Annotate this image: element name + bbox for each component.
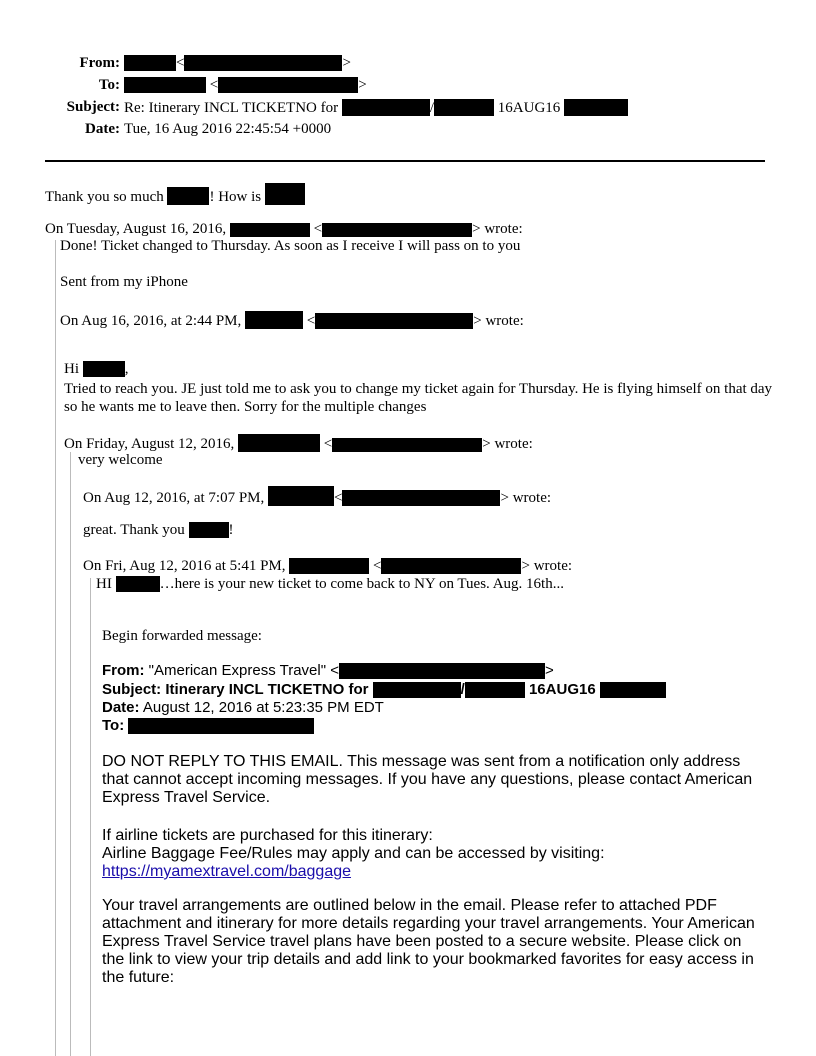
- subject-label: Subject:: [66, 99, 120, 115]
- from-value: < >: [124, 55, 351, 72]
- date-value: Tue, 16 Aug 2016 22:45:54 +0000: [124, 121, 332, 137]
- redaction-block: [289, 558, 369, 574]
- quote-attribution: On Friday, August 12, 2016, < > wrote:: [64, 436, 533, 452]
- to-label: To:: [98, 77, 120, 93]
- quote-attribution: On Aug 16, 2016, at 2:44 PM, < > wrote:: [60, 313, 524, 329]
- redaction-block: [124, 77, 206, 93]
- quote-attribution: On Fri, Aug 12, 2016 at 5:41 PM, < > wrote:: [83, 558, 573, 574]
- redaction-block: [268, 486, 334, 506]
- subject-value: Re: Itinerary INCL TICKETNO for / 16AUG16: [124, 99, 628, 117]
- redaction-block: [245, 311, 303, 329]
- to-value: < >: [124, 77, 367, 94]
- redaction-block: [124, 55, 176, 71]
- fwd-date: Date: August 12, 2016 at 5:23:35 PM EDT: [102, 699, 384, 716]
- thanks-line: Thank you so much ! How is: [45, 183, 305, 206]
- redaction-block: [600, 682, 666, 698]
- fwd-to: To:: [102, 717, 314, 734]
- begin-forwarded: Begin forwarded message:: [102, 628, 262, 644]
- new-ticket-line: HI …here is your new ticket to come back to NY on Tues. Aug. 16th...: [96, 576, 564, 592]
- redaction-block: [434, 99, 494, 116]
- redaction-block: [381, 558, 521, 574]
- date-label: Date:: [85, 121, 120, 137]
- quote-bar: [55, 240, 56, 1056]
- redaction-block: [265, 183, 305, 205]
- redaction-block: [465, 682, 525, 698]
- quote-bar: [90, 578, 91, 1056]
- redaction-block: [184, 55, 342, 71]
- redaction-block: [322, 223, 472, 237]
- redaction-block: [167, 187, 209, 205]
- baggage-link[interactable]: https://myamextravel.com/baggage: [102, 863, 352, 880]
- sent-from: Sent from my iPhone: [60, 274, 188, 290]
- notice-paragraph: DO NOT REPLY TO THIS EMAIL. This message was sent from a notification only address that cannot accept incoming messages. If you have any questions, please contact American Express Travel Service.: [102, 753, 753, 806]
- redaction-block: [332, 438, 482, 452]
- redaction-block: [83, 361, 125, 377]
- redaction-block: [238, 434, 320, 452]
- fwd-subject: Subject: Itinerary INCL TICKETNO for / 16AUG16: [102, 681, 666, 698]
- quote-attribution: On Tuesday, August 16, 2016, < > wrote:: [45, 221, 523, 237]
- tried-paragraph: Tried to reach you. JE just told me to ask you to change my ticket again for Thursday. He is flying himself on that day so he wants me to leave then. Sorry for the multiple changes: [64, 381, 773, 415]
- very-welcome: very welcome: [78, 452, 163, 468]
- fwd-from: From: "American Express Travel" < >: [102, 662, 554, 679]
- redaction-block: [315, 313, 473, 329]
- redaction-block: [339, 663, 545, 679]
- redaction-block: [373, 682, 461, 698]
- quote-attribution: On Aug 12, 2016, at 7:07 PM, < > wrote:: [83, 486, 551, 507]
- redaction-block: [218, 77, 358, 93]
- arrangements-paragraph: Your travel arrangements are outlined below in the email. Please refer to attached PDF attachment and itinerary for more details regarding your travel arrangements. Your American Express Travel Service travel plans have been posted to a secure website. Please click on the link to view your trip details and add link to your bookmarked favorites for easy access in the future:: [102, 897, 755, 986]
- from-label: From:: [79, 55, 120, 71]
- airline-line-1: If airline tickets are purchased for this itinerary:: [102, 827, 433, 844]
- redaction-block: [564, 99, 628, 116]
- great-line: great. Thank you !: [83, 522, 234, 538]
- redaction-block: [116, 576, 160, 592]
- greeting: Hi ,: [64, 361, 129, 377]
- quote-bar: [70, 452, 71, 1056]
- header-divider: [45, 160, 765, 162]
- redaction-block: [342, 99, 430, 116]
- redaction-block: [342, 490, 500, 506]
- done-line: Done! Ticket changed to Thursday. As soon as I receive I will pass on to you: [60, 238, 521, 254]
- redaction-block: [128, 718, 314, 734]
- airline-line-2: Airline Baggage Fee/Rules may apply and can be accessed by visiting:: [102, 845, 605, 862]
- redaction-block: [230, 223, 310, 237]
- redaction-block: [189, 522, 229, 538]
